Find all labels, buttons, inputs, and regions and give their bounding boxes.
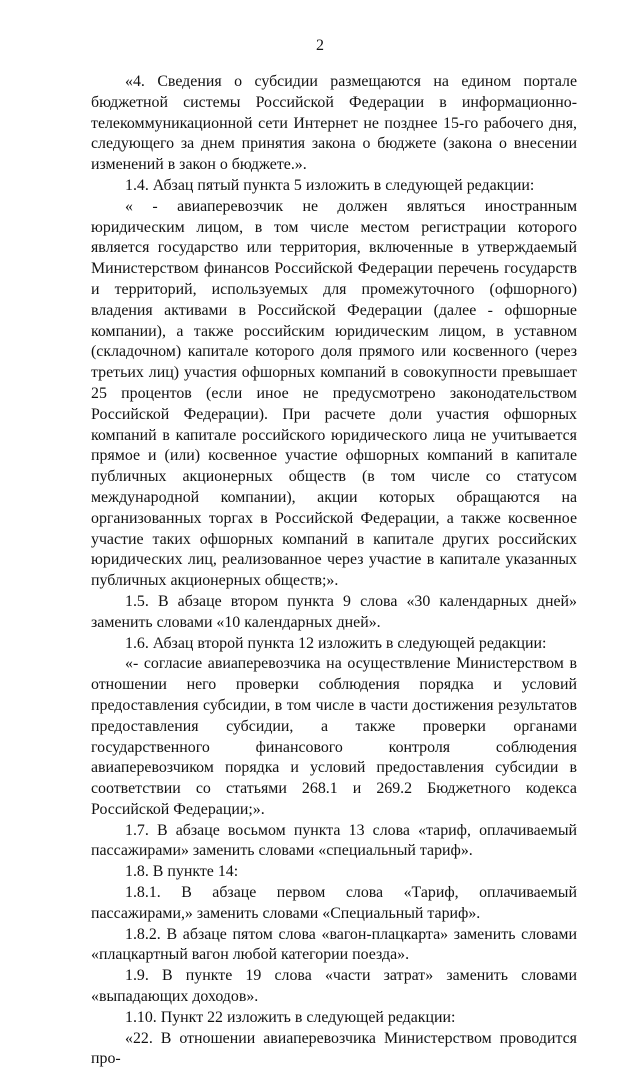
paragraph-1-9: 1.9. В пункте 19 слова «части затрат» заменить словами «выпадающих доходов». xyxy=(91,967,577,1006)
paragraph-consent-quote: «- согласие авиаперевозчика на осуществление Министерством в отношении него проверки соблюдения порядка и условий предоставления субсидии, в том числе в части достижения результатов предоставления субсидии, а также проверки органами государственного финансового контроля соблюдения авиаперевозчиком порядка и условий предоставления субсидии в соответствии со статьями 268.1 и 269.2 Бюджетного кодекса Российской Федерации;». xyxy=(91,655,577,818)
paragraph-subsidy-info-quote: «4. Сведения о субсидии размещаются на едином портале бюджетной системы Российской Федерации в информационно-телекоммуникационной сети Интернет не позднее 15-го рабочего дня, следующего за днем принятия закона о бюджете (закона о внесении изменений в закон о бюджете.». xyxy=(91,73,577,174)
paragraph-offshore-quote: « - авиаперевозчик не должен являться иностранным юридическим лицом, в том числе местом регистрации которого является государство или территория, включенные в утверждаемый Министерством финансов Российской Федерации перечень государств и территорий, используемых для промежуточного (офшорного) владения активами в Российской Федерации (далее - офшорные компании), а также российским юридическим лицом, в уставном (складочном) капитале которого доля прямого или косвенного (через третьих лиц) участия офшорных компаний в совокупности превышает 25 процентов (если иное не предусмотрено законодательством Российской Федерации). При расчете доли участия офшорных компаний в капитале российского юридического лица не учитывается прямое и (или) косвенное участие офшорных компаний в капитале публичных акционерных обществ (в том числе со статусом международной компании), акции которых обращаются на организованных торгах в Российской Федерации, а также косвенное участие таких офшорных компаний в капитале других российских юридических лиц, реализованное через участие в капитале указанных публичных акционерных обществ;». xyxy=(91,197,577,590)
paragraph-1-10: 1.10. Пункт 22 изложить в следующей редакции: xyxy=(125,1008,456,1026)
document-body xyxy=(91,72,577,1070)
paragraph-1-7: 1.7. В абзаце восьмом пункта 13 слова «тариф, оплачиваемый пассажирами» заменить словами «специальный тариф». xyxy=(91,821,577,860)
paragraph-1-8-1: 1.8.1. В абзаце первом слова «Тариф, оплачиваемый пассажирами,» заменить словами «Специальный тариф». xyxy=(91,884,577,922)
page-number: 2 xyxy=(316,37,324,54)
paragraph-1-4: 1.4. Абзац пятый пункта 5 изложить в следующей редакции: xyxy=(125,176,535,194)
paragraph-1-5: 1.5. В абзаце втором пункта 9 слова «30 календарных дней» заменить словами «10 календарных дней». xyxy=(91,592,577,631)
paragraph-1-8-2: 1.8.2. В абзаце пятом слова «вагон-плацкарта» заменить словами «плацкартный вагон любой категории поезда». xyxy=(91,925,577,964)
paragraph-1-8: 1.8. В пункте 14: xyxy=(125,863,239,881)
paragraph-item-22-quote: «22. В отношении авиаперевозчика Министерством проводится про- xyxy=(91,1029,577,1068)
paragraph-1-6: 1.6. Абзац второй пункта 12 изложить в следующей редакции: xyxy=(125,634,547,652)
